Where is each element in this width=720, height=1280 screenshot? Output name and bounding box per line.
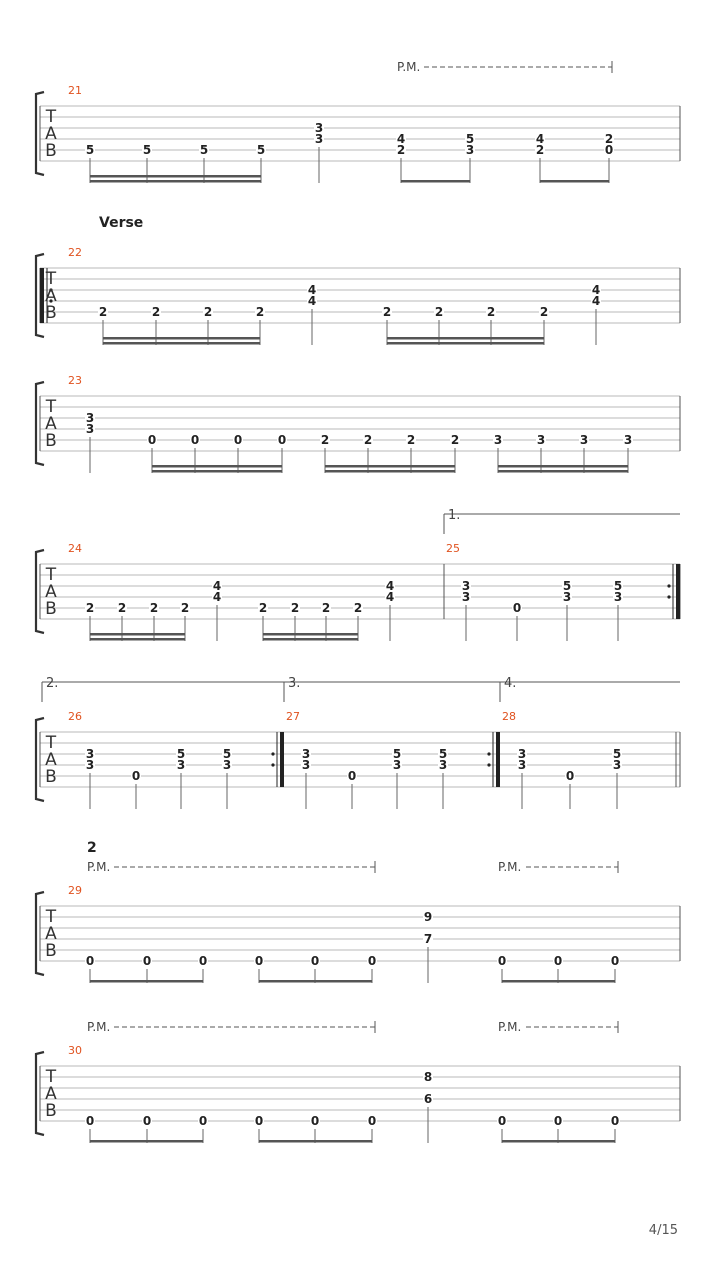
- fret-number: 0: [310, 1114, 320, 1128]
- fret-number: 0: [553, 1114, 563, 1128]
- tab-clef-letter: A: [45, 924, 57, 944]
- measure-number: 21: [68, 84, 82, 97]
- fret-number: 4: [591, 283, 601, 297]
- fret-number: 0: [553, 954, 563, 968]
- palm-mute-label: P.M.: [397, 60, 421, 74]
- tab-clef-letter: T: [45, 565, 57, 585]
- fret-number: 2: [382, 305, 392, 319]
- tab-clef-letter: A: [45, 414, 57, 434]
- beam: [152, 470, 282, 473]
- fret-number: 3: [85, 422, 95, 436]
- fret-number: 0: [347, 769, 357, 783]
- fret-number: 0: [190, 433, 200, 447]
- fret-number: 0: [367, 1114, 377, 1128]
- volta-label: 2.: [46, 676, 59, 691]
- measure-number: 28: [502, 710, 516, 723]
- beam: [103, 342, 260, 345]
- tab-clef-letter: T: [45, 1067, 57, 1087]
- fret-number: 7: [423, 932, 433, 946]
- beam: [259, 980, 372, 983]
- fret-number: 2: [290, 601, 300, 615]
- fret-number: 3: [301, 758, 311, 772]
- tab-clef-letter: A: [45, 750, 57, 770]
- beam: [502, 1140, 615, 1143]
- repeat-dot: [667, 584, 670, 587]
- repeat-end-bar: [676, 564, 680, 619]
- fret-number: 2: [149, 601, 159, 615]
- tab-clef-letter: B: [45, 941, 57, 961]
- tab-clef-letter: B: [45, 141, 57, 161]
- fret-number: 0: [610, 954, 620, 968]
- beam: [90, 180, 261, 183]
- fret-number: 2: [353, 601, 363, 615]
- fret-number: 5: [612, 747, 622, 761]
- page-number: 4/15: [648, 1223, 678, 1238]
- fret-number: 2: [535, 143, 545, 157]
- fret-number: 5: [222, 747, 232, 761]
- palm-mute-label: P.M.: [498, 860, 522, 874]
- fret-number: 5: [85, 143, 95, 157]
- beam: [325, 465, 455, 468]
- fret-number: 3: [85, 411, 95, 425]
- fret-number: 4: [307, 283, 317, 297]
- beam: [498, 465, 628, 468]
- measure-number: 23: [68, 374, 82, 387]
- tab-clef-letter: A: [45, 1084, 57, 1104]
- beam: [263, 638, 358, 641]
- tab-clef-letter: T: [45, 397, 57, 417]
- tab-clef-letter: B: [45, 599, 57, 619]
- fret-number: 0: [198, 954, 208, 968]
- fret-number: 3: [536, 433, 546, 447]
- repeat-dot: [271, 752, 274, 755]
- fret-number: 3: [517, 758, 527, 772]
- repeat-end-bar: [496, 732, 500, 787]
- fret-number: 5: [392, 747, 402, 761]
- palm-mute-label: P.M.: [498, 1020, 522, 1034]
- fret-number: 2: [98, 305, 108, 319]
- beam: [502, 980, 615, 983]
- beam: [387, 342, 544, 345]
- fret-number: 4: [307, 294, 317, 308]
- fret-number: 4: [212, 579, 222, 593]
- measure-number: 27: [286, 710, 300, 723]
- fret-number: 5: [199, 143, 209, 157]
- fret-number: 3: [562, 590, 572, 604]
- fret-number: 4: [212, 590, 222, 604]
- fret-number: 3: [301, 747, 311, 761]
- fret-number: 4: [535, 132, 545, 146]
- fret-number: 0: [233, 433, 243, 447]
- fret-number: 0: [147, 433, 157, 447]
- fret-number: 0: [604, 143, 614, 157]
- section-label: Verse: [99, 215, 144, 231]
- beam: [90, 638, 185, 641]
- beam: [263, 633, 358, 636]
- fret-number: 2: [321, 601, 331, 615]
- fret-number: 0: [254, 1114, 264, 1128]
- tab-clef-letter: T: [45, 733, 57, 753]
- beam: [90, 175, 261, 178]
- fret-number: 5: [256, 143, 266, 157]
- fret-number: 4: [385, 579, 395, 593]
- fret-number: 3: [314, 132, 324, 146]
- repeat-start-bar: [40, 268, 44, 323]
- measure-number: 22: [68, 246, 82, 259]
- fret-number: 0: [367, 954, 377, 968]
- fret-number: 0: [277, 433, 287, 447]
- beam: [90, 1140, 203, 1143]
- volta-label: 1.: [448, 508, 461, 523]
- tab-clef-letter: B: [45, 1101, 57, 1121]
- tab-clef-letter: T: [45, 907, 57, 927]
- fret-number: 0: [142, 1114, 152, 1128]
- beam: [90, 633, 185, 636]
- fret-number: 3: [579, 433, 589, 447]
- beam: [540, 180, 609, 183]
- fret-number: 3: [176, 758, 186, 772]
- tab-clef-letter: A: [45, 582, 57, 602]
- fret-number: 5: [613, 579, 623, 593]
- fret-number: 2: [486, 305, 496, 319]
- palm-mute-label: P.M.: [87, 860, 111, 874]
- repeat-dot: [487, 763, 490, 766]
- measure-number: 25: [446, 542, 460, 555]
- fret-number: 2: [258, 601, 268, 615]
- fret-number: 0: [142, 954, 152, 968]
- tab-system: [36, 514, 680, 641]
- fret-number: 8: [423, 1070, 433, 1084]
- tab-clef-letter: A: [45, 124, 57, 144]
- tab-clef-letter: T: [45, 107, 57, 127]
- fret-number: 0: [85, 1114, 95, 1128]
- fret-number: 2: [406, 433, 416, 447]
- fret-number: 3: [438, 758, 448, 772]
- beam: [401, 180, 470, 183]
- fret-number: 6: [423, 1092, 433, 1106]
- tab-clef-letter: B: [45, 767, 57, 787]
- fret-number: 4: [591, 294, 601, 308]
- fret-number: 2: [604, 132, 614, 146]
- fret-number: 3: [461, 590, 471, 604]
- fret-number: 0: [497, 954, 507, 968]
- section-marker: 2: [87, 840, 97, 856]
- tab-clef-letter: A: [45, 286, 57, 306]
- fret-number: 3: [85, 747, 95, 761]
- beam: [152, 465, 282, 468]
- fret-number: 4: [396, 132, 406, 146]
- fret-number: 0: [85, 954, 95, 968]
- repeat-dot: [271, 763, 274, 766]
- fret-number: 5: [176, 747, 186, 761]
- tab-system: [36, 61, 680, 183]
- fret-number: 2: [320, 433, 330, 447]
- beam: [259, 1140, 372, 1143]
- fret-number: 4: [385, 590, 395, 604]
- volta-label: 4.: [504, 676, 517, 691]
- fret-number: 5: [438, 747, 448, 761]
- fret-number: 3: [465, 143, 475, 157]
- fret-number: 2: [434, 305, 444, 319]
- fret-number: 2: [396, 143, 406, 157]
- fret-number: 0: [254, 954, 264, 968]
- fret-number: 2: [151, 305, 161, 319]
- fret-number: 2: [450, 433, 460, 447]
- measure-number: 29: [68, 884, 82, 897]
- fret-number: 3: [612, 758, 622, 772]
- tab-system: [36, 382, 680, 473]
- fret-number: 3: [314, 121, 324, 135]
- fret-number: 2: [180, 601, 190, 615]
- fret-number: 9: [423, 910, 433, 924]
- fret-number: 3: [392, 758, 402, 772]
- fret-number: 0: [565, 769, 575, 783]
- beam: [103, 337, 260, 340]
- fret-number: 0: [512, 601, 522, 615]
- measure-number: 26: [68, 710, 82, 723]
- fret-number: 2: [363, 433, 373, 447]
- fret-number: 3: [517, 747, 527, 761]
- tab-system: [36, 861, 680, 983]
- fret-number: 3: [613, 590, 623, 604]
- fret-number: 3: [623, 433, 633, 447]
- fret-number: 3: [461, 579, 471, 593]
- fret-number: 3: [222, 758, 232, 772]
- fret-number: 5: [142, 143, 152, 157]
- repeat-end-bar: [280, 732, 284, 787]
- fret-number: 0: [198, 1114, 208, 1128]
- fret-number: 2: [539, 305, 549, 319]
- tab-clef-letter: T: [45, 269, 57, 289]
- tab-system: [36, 1021, 680, 1143]
- beam: [90, 980, 203, 983]
- fret-number: 2: [255, 305, 265, 319]
- palm-mute-label: P.M.: [87, 1020, 111, 1034]
- tab-system: [36, 682, 680, 809]
- volta-label: 3.: [288, 676, 301, 691]
- measure-number: 30: [68, 1044, 82, 1057]
- fret-number: 3: [493, 433, 503, 447]
- fret-number: 2: [203, 305, 213, 319]
- fret-number: 0: [497, 1114, 507, 1128]
- fret-number: 5: [562, 579, 572, 593]
- tab-clef-letter: B: [45, 431, 57, 451]
- beam: [325, 470, 455, 473]
- repeat-dot: [667, 595, 670, 598]
- repeat-dot: [487, 752, 490, 755]
- tab-clef-letter: B: [45, 303, 57, 323]
- fret-number: 2: [117, 601, 127, 615]
- fret-number: 3: [85, 758, 95, 772]
- measure-number: 24: [68, 542, 82, 555]
- fret-number: 0: [131, 769, 141, 783]
- fret-number: 5: [465, 132, 475, 146]
- fret-number: 0: [310, 954, 320, 968]
- beam: [387, 337, 544, 340]
- tab-system: [36, 254, 680, 345]
- beam: [498, 470, 628, 473]
- fret-number: 0: [610, 1114, 620, 1128]
- fret-number: 2: [85, 601, 95, 615]
